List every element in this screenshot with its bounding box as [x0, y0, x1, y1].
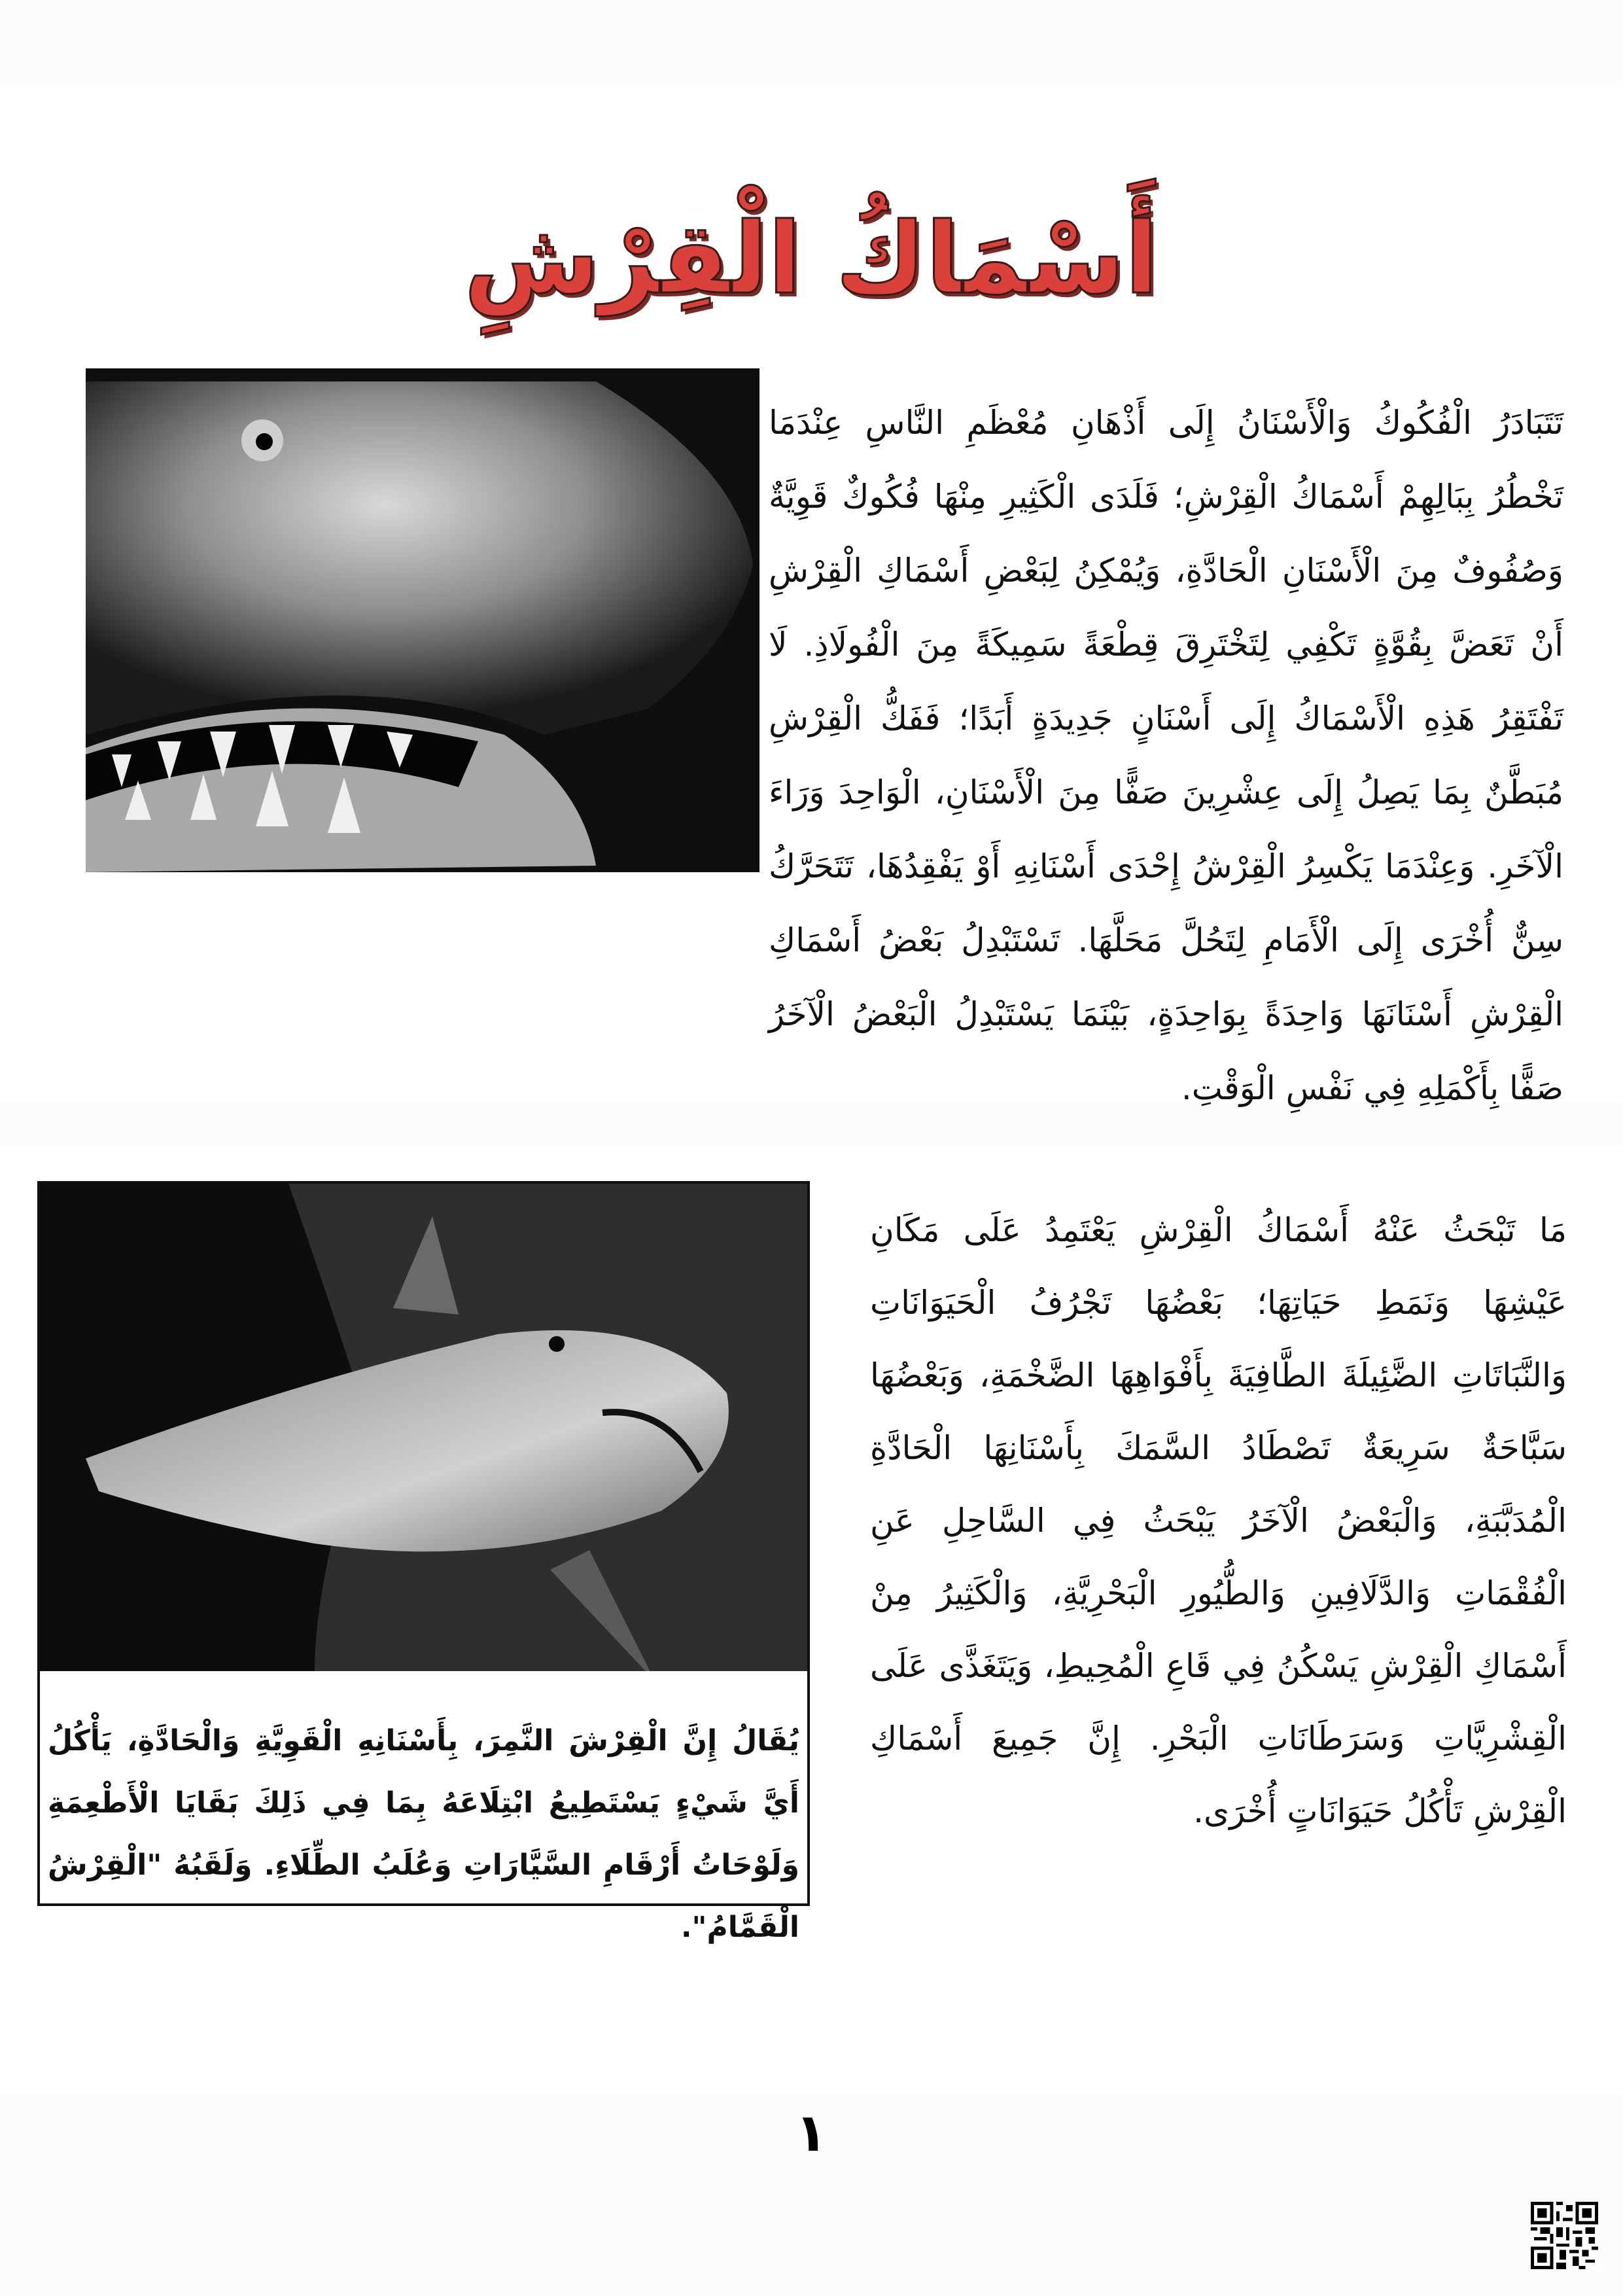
shark-jaws-illustration-icon: [86, 368, 759, 872]
intro-paragraph: تَتَبَادَرُ الْفُكُوكُ وَالْأَسْنَانُ إِلَى أَذْهَانِ مُعْظَمِ النَّاسِ عِنْدَمَا تَخْطُرُ بِبَالِهِمْ أَسْمَاكُ الْقِرْشِ؛ فَلَدَى الْكَثِيرِ مِنْهَا فُكُوكٌ قَوِيَّةٌ وَصُفُوفٌ مِنَ الْأَسْنَانِ الْحَادَّةِ، وَيُمْكِنُ لِبَعْضِ أَسْمَاكِ الْقِرْشِ أَنْ تَعَضَّ بِقُوَّةٍ تَكْفِي لِتَخْتَرِقَ قِطْعَةً سَمِيكَةً مِنَ الْفُولَاذِ. لَا تَفْتَقِرُ هَذِهِ الْأَسْمَاكُ إِلَى أَسْنَانٍ جَدِيدَةٍ أَبَدًا؛ فَفَكُّ الْقِرْشِ مُبَطَّنٌ بِمَا يَصِلُ إِلَى عِشْرِينَ صَفًّا مِنَ الْأَسْنَانِ، الْوَاحِدَ وَرَاءَ الْآخَرِ. وَعِنْدَمَا يَكْسِرُ الْقِرْشُ إِحْدَى أَسْنَانِهِ أَوْ يَفْقِدُهَا، تَتَحَرَّكُ سِنٌّ أُخْرَى إِلَى الْأَمَامِ لِتَحُلَّ مَحَلَّهَا. تَسْتَبْدِلُ بَعْضُ أَسْمَاكِ الْقِرْشِ أَسْنَانَهَا وَاحِدَةً بِوَاحِدَةٍ، بَيْنَمَا يَسْتَبْدِلُ الْبَعْضُ الْآخَرُ صَفًّا بِأَكْمَلِهِ فِي نَفْسِ الْوَقْتِ.: [769, 404, 1563, 1107]
diet-paragraph: مَا تَبْحَثُ عَنْهُ أَسْمَاكُ الْقِرْشِ يَعْتَمِدُ عَلَى مَكَانِ عَيْشِهَا وَنَمَطِ حَيَاتِهَا؛ بَعْضُهَا تَجْرُفُ الْحَيَوَانَاتِ وَالنَّبَاتَاتِ الضَّئِيلَةَ الطَّافِيَةَ بِأَفْوَاهِهَا الضَّخْمَةِ، وَبَعْضُهَا سَبَّاحَةٌ سَرِيعَةٌ تَصْطَادُ السَّمَكَ بِأَسْنَانِهَا الْحَادَّةِ الْمُدَبَّبَةِ، وَالْبَعْضُ الْآخَرُ يَبْحَثُ فِي السَّاحِلِ عَنِ الْفُقْمَاتِ وَالدَّلَافِينِ وَالطُّيُورِ الْبَحْرِيَّةِ، وَالْكَثِيرُ مِنْ أَسْمَاكِ الْقِرْشِ يَسْكُنُ فِي قَاعِ الْمُحِيطِ، وَيَتَغَذَّى عَلَى الْقِشْرِيَّاتِ وَسَرَطَانَاتِ الْبَحْرِ. إِنَّ جَمِيعَ أَسْمَاكِ الْقِرْشِ تَأْكُلُ حَيَوَانَاتٍ أُخْرَى.: [870, 1211, 1567, 1830]
tiger-shark-figure: [37, 1181, 810, 1944]
qr-code-icon[interactable]: [1531, 2202, 1598, 2269]
tiger-shark-photo: [40, 1184, 807, 1671]
photo-caption: يُقَالُ إِنَّ الْقِرْشَ النَّمِرَ، بِأَسْنَانِهِ الْقَوِيَّةِ وَالْحَادَّةِ، يَأْكُلُ أَيَّ شَيْءٍ يَسْتَطِيعُ ابْتِلَاعَهُ بِمَا فِي ذَلِكَ بَقَايَا الْأَطْعِمَةِ وَلَوْحَاتُ أَرْقَامِ السَّيَّارَاتِ وَعُلَبُ الطِّلَاءِ. وَلَقَبُهُ "الْقِرْشُ الْقَمَّامُ".: [48, 1724, 799, 1944]
top-band: [0, 0, 1623, 88]
page-title: أَسْمَاكُ الْقِرْشِ: [464, 202, 1159, 316]
page-number: ١: [795, 2102, 828, 2163]
tiger-shark-illustration-icon: [40, 1184, 807, 1671]
qr-pattern-icon: [1531, 2202, 1598, 2269]
shark-jaws-photo: [86, 368, 759, 872]
